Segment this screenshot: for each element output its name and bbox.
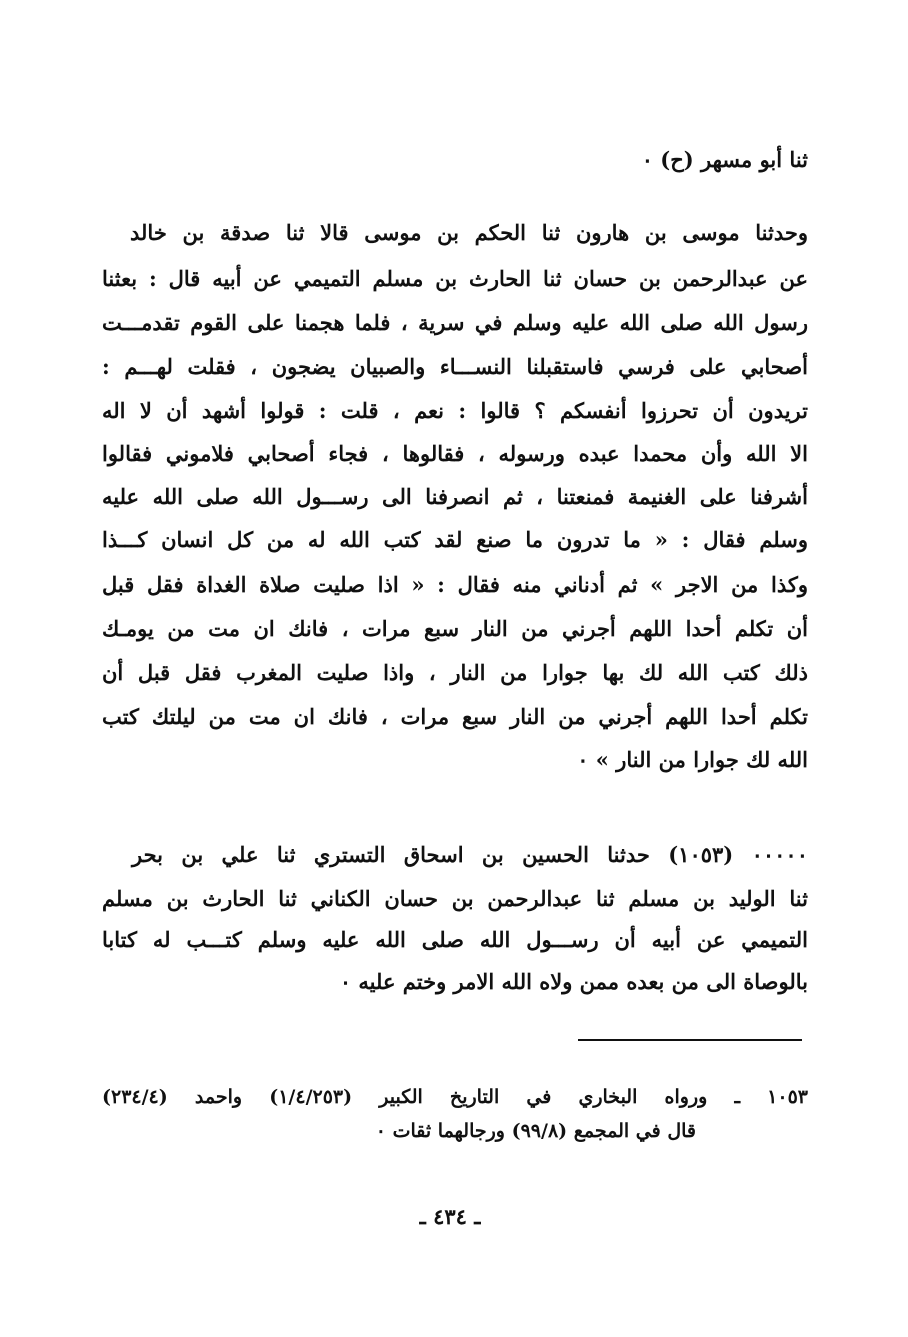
footnote-divider bbox=[578, 1039, 802, 1041]
footnote-line: قال في المجمع (٩٩/٨) ورجالهما ثقات ٠ bbox=[375, 1120, 696, 1142]
opening-line: ثنا أبو مسهر (ح) ٠ bbox=[641, 147, 808, 172]
paragraph-line: التميمي عن أبيه أن رســـول الله صلى الله عليه وسلم كتـــب له كتابا bbox=[102, 927, 808, 952]
paragraph-line: أصحابي على فرسي فاستقبلنا النســـاء والصبيان يضجون ، فقلت لهـــم : bbox=[102, 354, 808, 379]
paragraph-line: الا الله وأن محمدا عبده ورسوله ، فقالوها ، فجاء أصحابي فلاموني فقالوا bbox=[102, 441, 808, 466]
paragraph-line: أشرفنا على الغنيمة فمنعتنا ، ثم انصرفنا الى رســـول الله صلى الله عليه bbox=[102, 484, 808, 509]
paragraph-line: ذلك كتب الله لك بها جوارا من النار ، واذا صليت المغرب فقل قبل أن bbox=[102, 660, 808, 685]
paragraph-line: الله لك جوارا من النار » ٠ bbox=[577, 747, 808, 772]
paragraph-line: رسول الله صلى الله عليه وسلم في سرية ، فلما هجمنا على القوم تقدمـــت bbox=[102, 310, 808, 335]
paragraph-line: أن تكلم أحدا اللهم أجرني من النار سبع مرات ، فانك ان مت من يومـك bbox=[102, 616, 808, 641]
paragraph-line: وكذا من الاجر » ثم أدناني منه فقال : « اذا صليت صلاة الغداة فقل قبل bbox=[102, 572, 808, 597]
paragraph-line: ثنا الوليد بن مسلم ثنا عبدالرحمن بن حسان الكناني ثنا الحارث بن مسلم bbox=[102, 886, 808, 911]
paragraph-line: تكلم أحدا اللهم أجرني من النار سبع مرات ، فانك ان مت من ليلتك كتب bbox=[102, 704, 808, 729]
page-number: ـ ٤٣٤ ـ bbox=[419, 1204, 481, 1229]
footnote-line: ١٠٥٣ ـ ورواه البخاري في التاريخ الكبير (١/٤/٢٥٣) واحمد (٢٣٤/٤) bbox=[102, 1086, 808, 1108]
paragraph-line: تريدون أن تحرزوا أنفسكم ؟ قالوا : نعم ، قلت : قولوا أشهد أن لا اله bbox=[102, 398, 808, 423]
paragraph-line: عن عبدالرحمن بن حسان ثنا الحارث بن مسلم التميمي عن أبيه قال : بعثنا bbox=[102, 266, 808, 291]
paragraph-line: ٠٠٠٠٠ (١٠٥٣) حدثنا الحسين بن اسحاق التستري ثنا علي بن بحر bbox=[132, 842, 808, 867]
paragraph-line: بالوصاة الى من بعده ممن ولاه الله الامر وختم عليه ٠ bbox=[339, 969, 808, 994]
paragraph-line: وسلم فقال : « ما تدرون ما صنع لقد كتب الله له من كل انسان كـــذا bbox=[102, 527, 808, 552]
paragraph-line: وحدثنا موسى بن هارون ثنا الحكم بن موسى قالا ثنا صدقة بن خالد bbox=[130, 220, 808, 245]
